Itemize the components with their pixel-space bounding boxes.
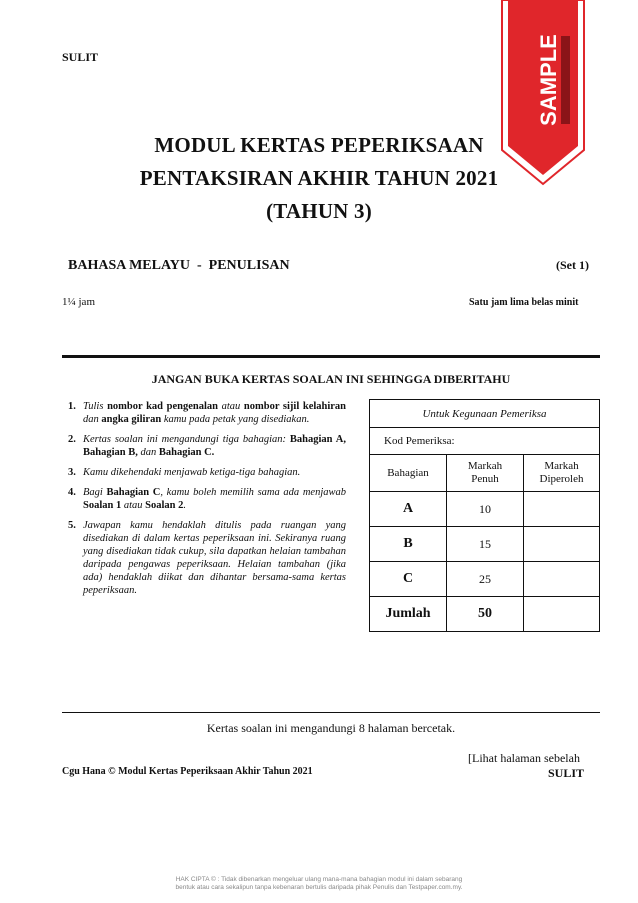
instruction-text: nombor sijil kelahiran: [243, 401, 347, 412]
subject-name: BAHASA MELAYU - PENULISAN: [68, 258, 290, 273]
warning-text: JANGAN BUKA KERTAS SOALAN INI SEHINGGA DIBERITAHU: [151, 372, 511, 386]
sulit-footer: SULIT: [548, 766, 585, 780]
instruction-number: 2.: [68, 434, 76, 445]
markah-diperoleh-cell[interactable]: [524, 527, 600, 562]
legal-line: HAK CIPTA © : Tidak dibenarkan mengeluar ulang mana-mana bahagian modul ini dalam sebarang: [175, 876, 463, 883]
col-header-text: Diperoleh: [539, 473, 584, 485]
bahagian-cell: A: [370, 492, 447, 527]
instruction-text: Bahagian C: [106, 487, 161, 498]
markah-diperoleh-cell[interactable]: [524, 492, 600, 527]
instruction-number: 1.: [68, 401, 76, 412]
instruction-text: Kamu dikehendaki menjawab ketiga-tiga bahagian.: [83, 467, 301, 478]
title-line-1: MODUL KERTAS PEPERIKSAAN: [154, 133, 484, 157]
bahagian-cell: B: [370, 527, 447, 562]
instruction-text: kamu pada petak yang disediakan.: [163, 414, 310, 425]
table-row: [370, 527, 600, 562]
title-line-2: PENTAKSIRAN AKHIR TAHUN 2021: [139, 166, 499, 190]
duration-words: Satu jam lima belas minit: [469, 297, 579, 308]
instruction-text: Soalan 1: [83, 500, 122, 511]
table-row: [370, 492, 600, 527]
sulit-header: SULIT: [62, 50, 99, 64]
instruction-text: angka giliran: [101, 414, 162, 425]
col-header-text: Markah: [544, 460, 579, 472]
col-header-bahagian: Bahagian: [370, 455, 447, 492]
ribbon-stripe: [561, 36, 570, 124]
ribbon-text: SAMPLE: [535, 34, 561, 126]
copyright-text: Cgu Hana © Modul Kertas Peperiksaan Akhir Tahun 2021: [62, 766, 313, 777]
title-line-3: (TAHUN 3): [266, 199, 372, 223]
divider-thin: [62, 712, 600, 713]
instruction-item: [62, 433, 346, 459]
total-label: Jumlah: [370, 597, 447, 632]
bahagian-cell: C: [370, 562, 447, 597]
markah-penuh-cell: 25: [447, 562, 524, 597]
instruction-number: 5.: [68, 520, 76, 531]
instruction-text: Bagi: [83, 487, 103, 498]
instruction-item: [62, 486, 346, 512]
instruction-item: [62, 466, 346, 479]
markah-penuh-cell: 10: [447, 492, 524, 527]
instruction-text: atau: [123, 500, 143, 511]
total-row: [370, 597, 600, 632]
legal-line: bentuk atau cara sekalipun tanpa kebenaran bertulis daripada pihak Penulis dan Testpaper.com.my.: [175, 884, 463, 891]
instruction-text: Kertas soalan ini mengandungi tiga bahagian:: [83, 434, 287, 445]
total-value: 50: [447, 597, 524, 632]
table-row: [370, 562, 600, 597]
next-page-note: [Lihat halaman sebelah: [468, 751, 580, 765]
col-header-text: Penuh: [471, 473, 499, 485]
instruction-text: nombor kad pengenalan: [107, 401, 218, 412]
divider-thick: [62, 355, 600, 358]
markah-penuh-cell: 15: [447, 527, 524, 562]
instruction-text: Bahagian C.: [158, 447, 215, 458]
sample-ribbon: [498, 0, 588, 190]
markah-diperoleh-cell[interactable]: [524, 562, 600, 597]
instruction-text: atau: [221, 401, 241, 412]
examiner-table: [369, 399, 600, 632]
examiner-table-title: Untuk Kegunaan Pemeriksa: [370, 400, 600, 428]
instruction-item: [62, 400, 346, 426]
legal-notice: [0, 876, 638, 892]
instructions-list: [62, 400, 346, 604]
instruction-number: 4.: [68, 487, 76, 498]
col-header-markah-penuh: [447, 455, 524, 492]
instruction-text: Soalan 2: [145, 500, 184, 511]
set-label: (Set 1): [556, 258, 589, 272]
instruction-text: , kamu boleh memilih sama ada menjawab: [160, 487, 347, 498]
instruction-text: dan: [83, 414, 99, 425]
instruction-text: Jawapan kamu hendaklah ditulis pada ruangan yang disediakan di dalam kertas peperiksaan ini. Sekiranya ruang yang disediakan tidak cukup, sila dapatkan helaian tambahan daripada pengawas peperiksaan. Helaian tambahan (jika ada) hendaklah diikat dan dihantar bersama-sama kertas peperiksaan.: [83, 520, 346, 596]
instruction-text: .: [183, 500, 187, 511]
col-header-text: Markah: [467, 460, 503, 472]
examiner-code-field: Kod Pemeriksa:: [370, 428, 600, 455]
instruction-text: Tulis: [83, 401, 104, 412]
instruction-text: Bahagian A, Bahagian B,: [83, 434, 346, 458]
instruction-item: [62, 519, 346, 597]
duration-short: 1¼ jam: [62, 296, 95, 308]
instruction-number: 3.: [68, 467, 76, 478]
total-obtained-cell[interactable]: [524, 597, 600, 632]
page-count-note: Kertas soalan ini mengandungi 8 halaman bercetak.: [206, 721, 456, 735]
instruction-text: dan: [140, 447, 157, 458]
col-header-markah-diperoleh: [524, 455, 600, 492]
